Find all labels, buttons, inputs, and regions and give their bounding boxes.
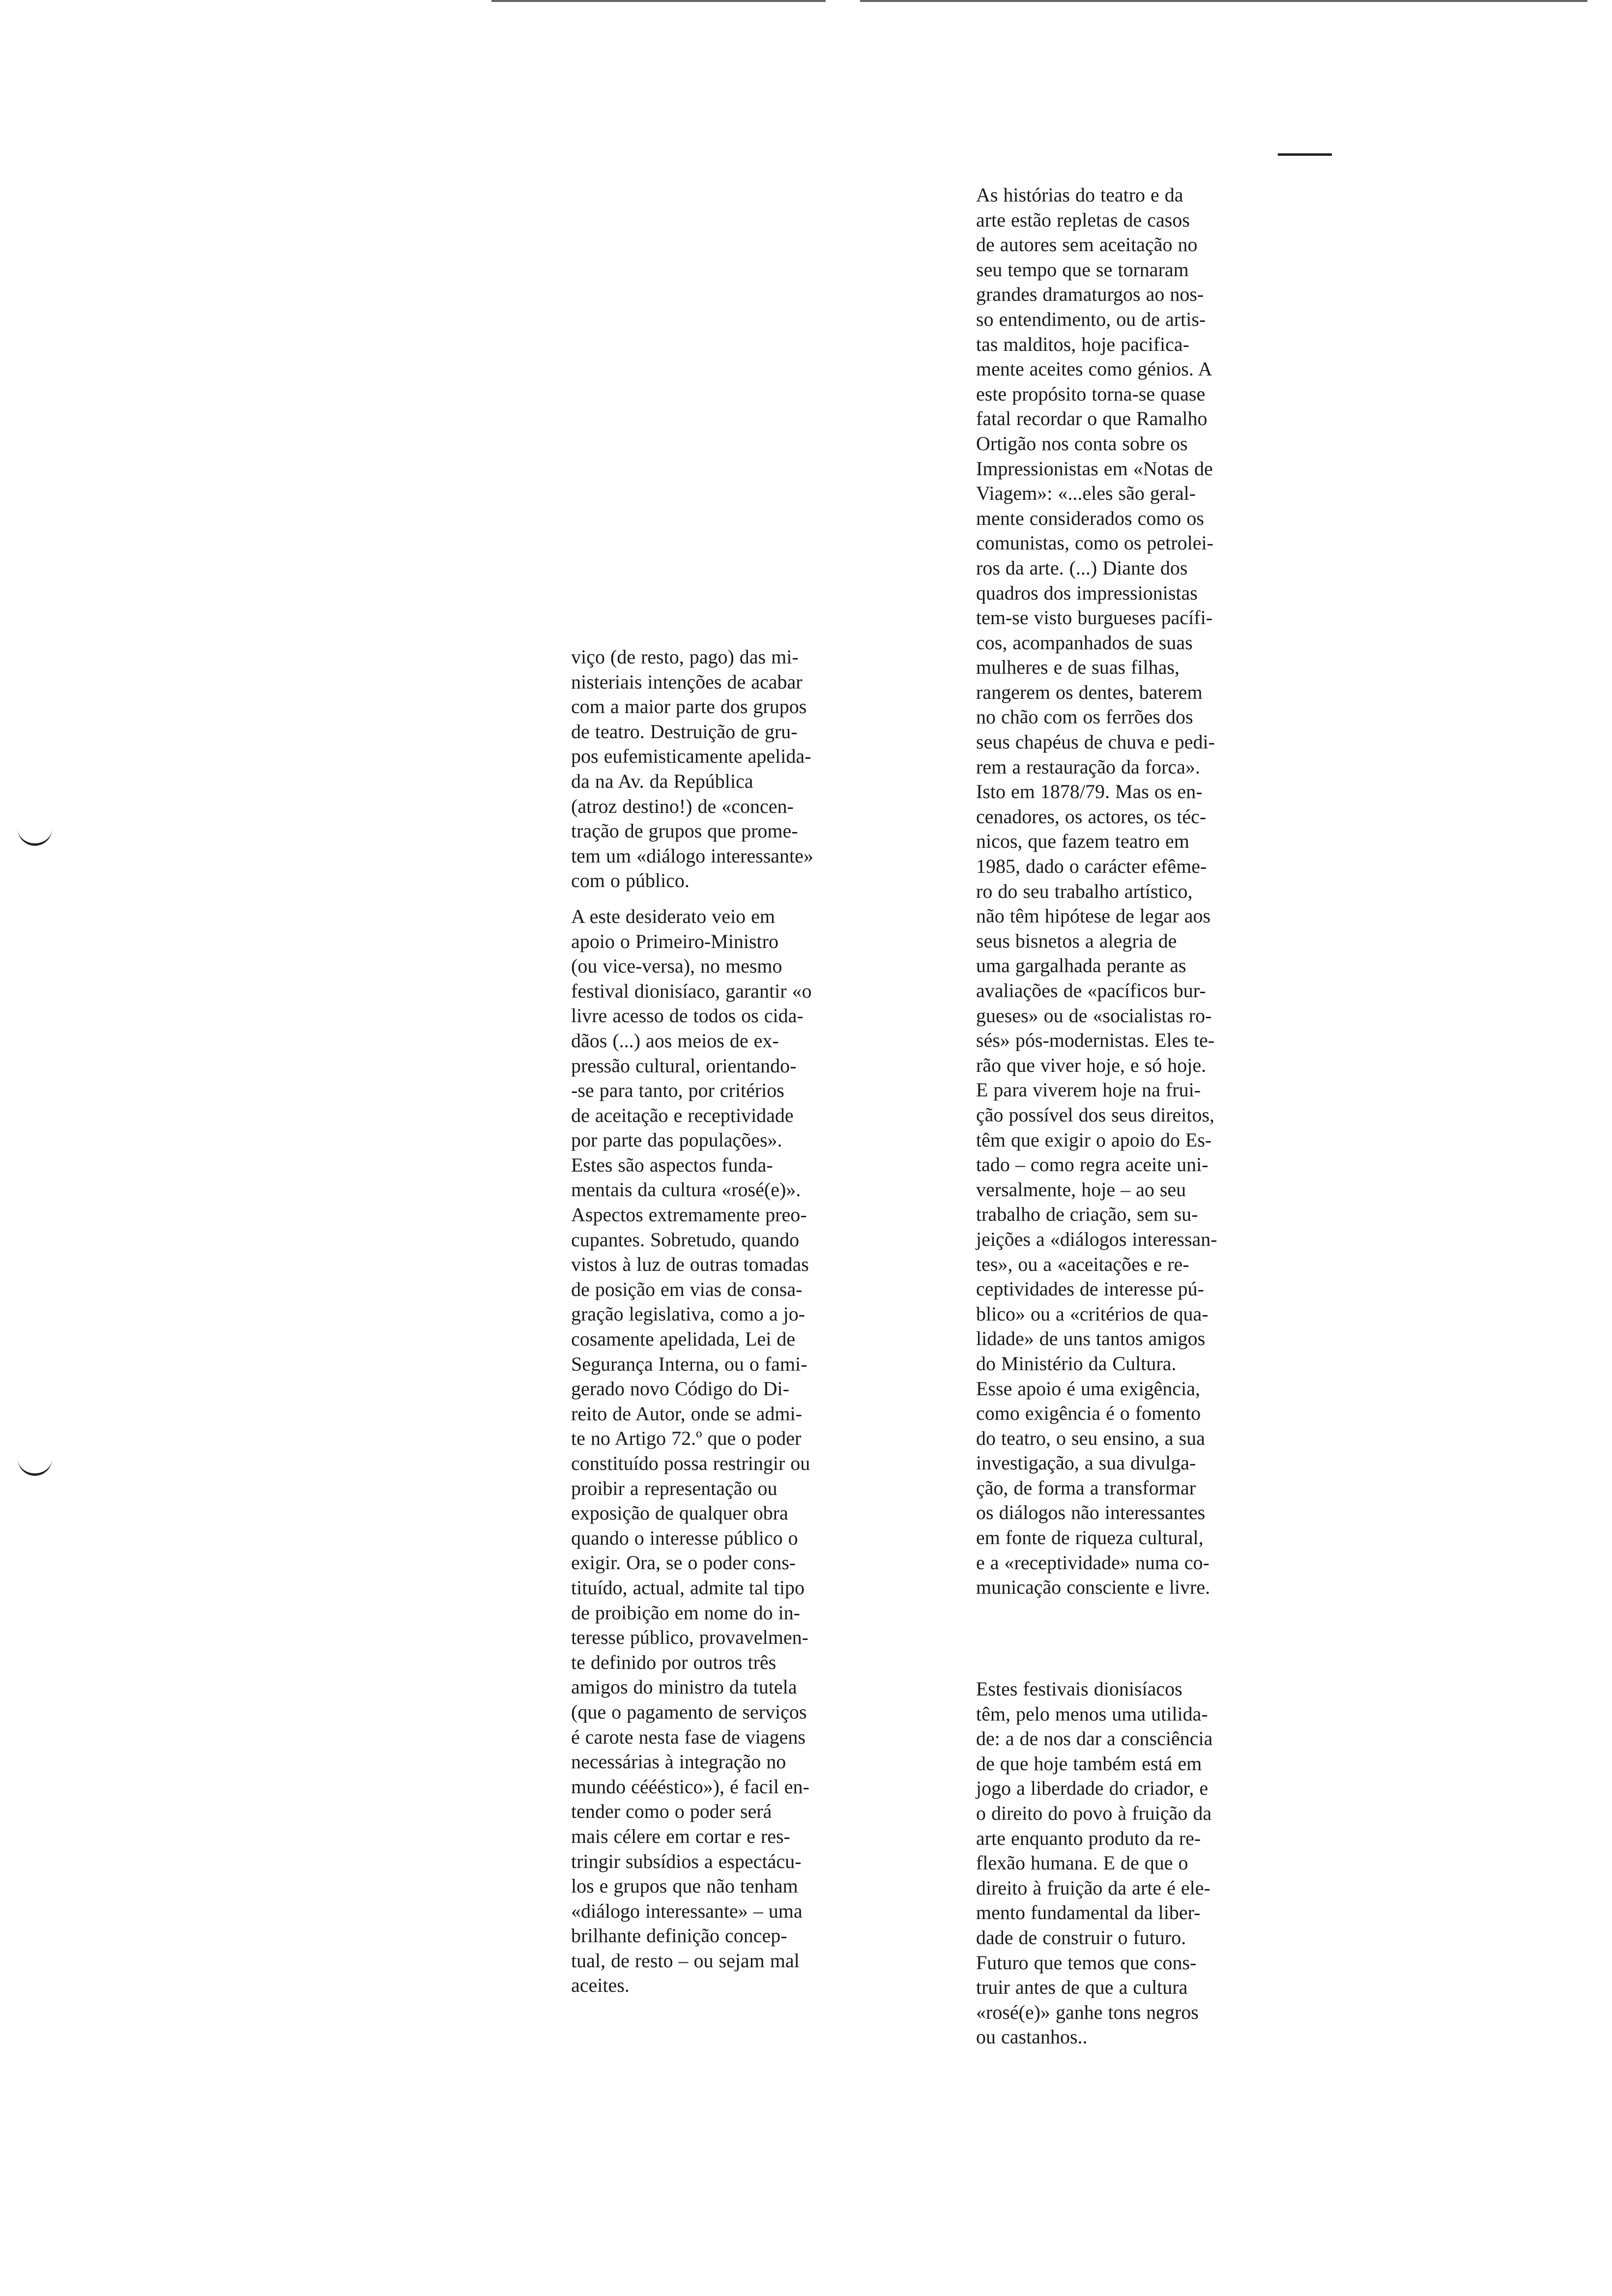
text-line: direito à fruição da arte é ele- [976,1876,1210,1899]
text-line: tas malditos, hoje pacifica- [976,333,1189,355]
text-line: so entendimento, ou de artis- [976,308,1206,330]
binding-hole-mark [18,1459,52,1476]
text-line: Aspectos extremamente preo- [571,1204,807,1226]
column-top-rule [1278,153,1332,156]
text-line: do teatro, o seu ensino, a sua [976,1427,1205,1449]
text-line: «diálogo interessante» – uma [571,1899,803,1922]
text-line: fatal recordar o que Ramalho [976,407,1208,430]
text-line: ou castanhos.. [976,2026,1088,2048]
text-line: pos eufemisticamente apelida- [571,745,811,768]
text-line: tringir subsídios a espectácu- [571,1850,802,1872]
text-line: de que hoje também está em [976,1752,1202,1775]
text-line: E para viverem hoje na frui- [976,1079,1201,1101]
text-line: exposição de qualquer obra [571,1502,788,1524]
article-column-right [976,183,1320,1600]
text-line: rem a restauração da forca». [976,755,1200,778]
text-line: arte enquanto produto da re- [976,1827,1201,1849]
text-line: dade de construir o futuro. [976,1926,1186,1949]
text-line: seus chapéus de chuva e pedi- [976,731,1215,753]
text-line: este propósito torna-se quase [976,382,1206,405]
text-line: Estes são aspectos funda- [571,1153,773,1176]
text-line: te definido por outros três [571,1651,777,1673]
text-line: os diálogos não interessantes [976,1501,1206,1524]
text-line: por parte das populações». [571,1129,782,1151]
text-line: Isto em 1878/79. Mas os en- [976,780,1203,803]
text-line: gerado novo Código do Di- [571,1378,789,1400]
text-line: A este desiderato veio em [571,905,775,927]
text-line: mente aceites como génios. A [976,358,1212,380]
text-line: (que o pagamento de serviços [571,1700,807,1723]
text-line: o direito do povo à fruição da [976,1802,1212,1824]
text-line: ceptividades de interesse pú- [976,1278,1204,1300]
text-line: tem-se visto burgueses pacífi- [976,606,1213,629]
text-line: em fonte de riqueza cultural, [976,1526,1204,1549]
text-line: avaliações de «pacíficos bur- [976,979,1206,1002]
text-line: proibir a representação ou [571,1477,777,1499]
text-line: rangerem os dentes, baterem [976,681,1203,703]
text-line: jeições a «diálogos interessan- [976,1228,1217,1250]
text-line: reito de Autor, onde se admi- [571,1402,802,1425]
text-line: de posição em vias de consa- [571,1278,803,1300]
text-line: truir antes de que a cultura [976,1976,1188,1999]
text-line: da na Av. da República [571,770,753,792]
text-line: Futuro que temos que cons- [976,1951,1197,1974]
text-line: exigir. Ora, se o poder cons- [571,1551,796,1574]
text-line: de: a de nos dar a consciência [976,1727,1213,1750]
page-top-edge-line [491,0,1587,2]
text-line: trabalho de criação, sem su- [976,1203,1198,1226]
text-line: Impressionistas em «Notas de [976,457,1213,480]
text-line: blico» ou a «critérios de qua- [976,1302,1209,1325]
text-line: As histórias do teatro e da [976,184,1183,206]
text-line: necessárias à integração no [571,1751,786,1773]
text-line: ção possível dos seus direitos, [976,1103,1215,1126]
text-line: mundo cééésticο»), é facil en- [571,1775,809,1798]
text-line: de autores sem aceitação no [976,233,1198,256]
text-line: têm que exigir o apoio do Es- [976,1128,1212,1151]
text-line: do Ministério da Cultura. [976,1352,1177,1375]
binding-hole-mark [18,829,52,846]
text-line: quadros dos impressionistas [976,581,1198,604]
text-line: investigação, a sua divulga- [976,1452,1196,1474]
text-line: cos, acompanhados de suas [976,631,1193,654]
text-line: de aceitação e receptividade [571,1104,794,1126]
text-line: municação consciente e livre. [976,1576,1210,1599]
text-line: sés» pós-modernistas. Eles te- [976,1029,1215,1052]
text-line: pressão cultural, orientando- [571,1054,797,1077]
text-line: cenadores, os actores, os téc- [976,805,1207,828]
text-line: não têm hipótese de legar aos [976,905,1211,927]
text-line: ros da arte. (...) Diante dos [976,556,1188,579]
text-line: uma gargalhada perante as [976,954,1186,977]
text-line: apoio o Primeiro-Ministro [571,930,778,952]
text-line: tração de grupos que prome- [571,820,798,842]
text-line: rão que viver hoje, e só hoje. [976,1054,1207,1076]
text-line: com a maior parte dos grupos [571,695,807,718]
text-line: mente considerados como os [976,507,1204,529]
text-line: de teatro. Destruição de gru- [571,720,798,743]
text-line: «rosé(e)» ganhe tons negros [976,2001,1199,2023]
text-line: tender como o poder será [571,1800,772,1823]
text-line: 1985, dado o carácter efême- [976,855,1207,878]
text-line: ção, de forma a transformar [976,1476,1196,1499]
text-line: festival dionisíaco, garantir «o [571,979,812,1002]
text-line: arte estão repletas de casos [976,208,1190,231]
text-line: Estes festivais dionisíacos [976,1678,1182,1700]
text-line: comunistas, como os petrolei- [976,532,1213,554]
text-line: brilhante definição concep- [571,1924,787,1947]
text-line: com o público. [571,869,690,892]
text-line: cupantes. Sobretudo, quando [571,1228,800,1251]
text-line: versalmente, hoje – ao seu [976,1178,1186,1201]
article-column-left [571,645,945,1998]
text-line: (atroz destino!) de «concen- [571,795,794,817]
text-line: seus bisnetos a alegria de [976,929,1177,952]
text-line: têm, pelo menos uma utilida- [976,1702,1208,1725]
text-line: vistos à luz de outras tomadas [571,1253,809,1276]
text-line: aceites. [571,1974,630,1997]
text-line: mais célere em cortar e res- [571,1825,790,1847]
text-line: teresse público, provavelmen- [571,1626,808,1649]
text-line: Viagem»: «...eles são geral- [976,482,1196,505]
text-line: seu tempo que se tornaram [976,258,1189,281]
text-line: lidade» de uns tantos amigos [976,1327,1206,1350]
text-line: e a «receptividade» numa co- [976,1551,1209,1574]
text-line: no chão com os ferrões dos [976,706,1193,728]
text-line: Ortigão nos conta sobre os [976,432,1188,455]
article-column-right-continuation [976,1677,1320,2050]
text-line: gueses» ou de «socialistas ro- [976,1004,1212,1027]
text-line: mentais da cultura «rosé(e)». [571,1178,801,1201]
text-line: tituído, actual, admite tal tipo [571,1576,805,1599]
text-line: amigos do ministro da tutela [571,1676,797,1698]
text-line: tes», ou a «aceitações e re- [976,1253,1189,1275]
text-line: ro do seu trabalho artístico, [976,880,1193,902]
text-line: nicos, que fazem teatro em [976,830,1189,853]
text-line: Esse apoio é uma exigência, [976,1377,1201,1400]
text-line: mento fundamental da liber- [976,1901,1201,1924]
text-line: tual, de resto – ou sejam mal [571,1949,800,1972]
text-line: gração legislativa, como a jo- [571,1303,806,1325]
text-line: dãos (...) aos meios de ex- [571,1029,779,1052]
text-line: cosamente apelidada, Lei de [571,1328,796,1350]
text-line: jogo a liberdade do criador, e [976,1777,1209,1800]
text-line: nisteriais intenções de acabar [571,670,803,693]
text-line: de proibição em nome do in- [571,1601,800,1624]
text-line: flexão humana. E de que o [976,1852,1188,1874]
text-line: é carote nesta fase de viagens [571,1725,806,1748]
text-line: Segurança Interna, ou o fami- [571,1352,807,1375]
text-line: quando o interesse público o [571,1526,798,1549]
text-line: grandes dramaturgos ao nos- [976,283,1204,306]
text-line: (ou vice-versa), no mesmo [571,955,782,977]
text-line: te no Artigo 72.º que o poder [571,1427,802,1450]
text-line: tado – como regra aceite uni- [976,1153,1209,1176]
text-line: tem um «diálogo interessante» [571,844,813,867]
paragraph-break [571,893,945,904]
text-line: constituído possa restringir ou [571,1452,810,1474]
text-line: livre acesso de todos os cida- [571,1004,804,1027]
text-line: -se para tanto, por critérios [571,1079,784,1102]
text-line: los e grupos que não tenham [571,1875,798,1897]
text-line: como exigência é o fomento [976,1402,1201,1425]
page-top-edge-gap [826,0,860,3]
text-line: mulheres e de suas filhas, [976,656,1180,679]
text-line: viço (de resto, pago) das mi- [571,646,799,668]
